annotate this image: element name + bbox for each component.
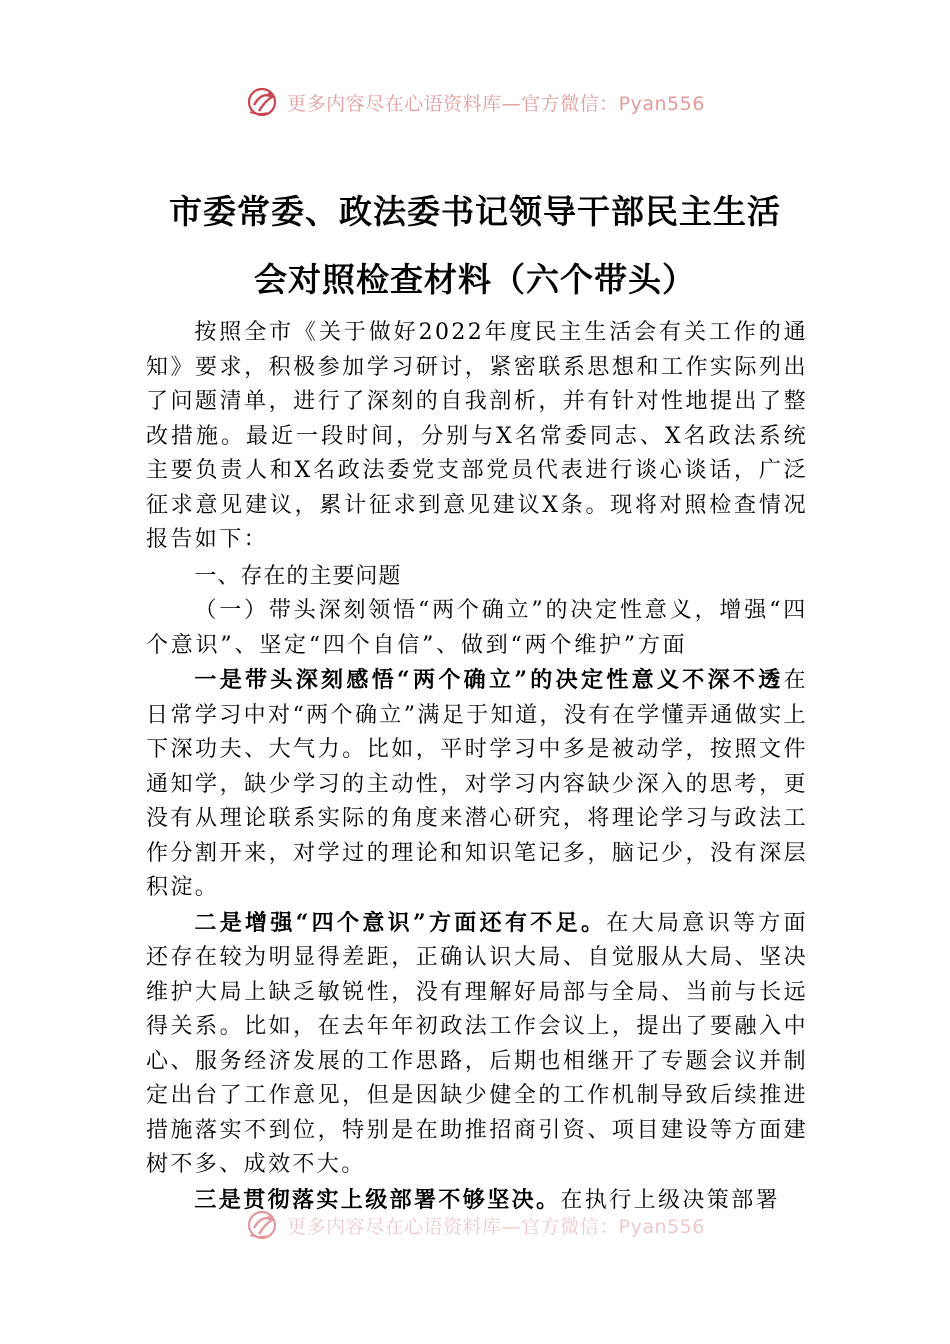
point-paragraph-1 (146, 663, 808, 906)
brand-logo-icon (245, 1208, 281, 1242)
watermark-banner-bottom (0, 1205, 950, 1245)
watermark-banner-top (0, 82, 950, 122)
brand-logo-icon (245, 85, 281, 119)
subsection-heading: （一）带头深刻领悟“两个确立”的决定性意义，增强“四个意识”、坚定“四个自信”、做到“两个维护”方面 (146, 598, 808, 658)
section-heading: 一、存在的主要问题 (194, 563, 402, 589)
watermark-text: 更多内容尽在心语资料库—官方微信：Pyan556 (287, 92, 705, 115)
point-body-2: 在大局意识等方面还存在较为明显得差距，正确认识大局、自觉服从大局、坚决维护大局上缺乏敏锐性，没有理解好局部与全局、当前与长远得关系。比如，在去年年初政法工作会议上，提出了要融入中心、服务经济发展的工作思路，后期也相继开了专题会议并制定出台了工作意见，但是因缺少健全的工作机制导致后续推进措施落实不到位，特别是在助推招商引资、项目建设等方面建树不多、成效不大。 (146, 910, 808, 1177)
watermark-text: 更多内容尽在心语资料库—官方微信：Pyan556 (287, 1215, 705, 1238)
document-title-line2: 会对照检查材料（六个带头） (254, 260, 696, 299)
point-body-3: 在执行上级决策部署 (560, 1187, 781, 1213)
point-lead-2: 二是增强“四个意识”方面还有不足。 (194, 909, 607, 936)
document-title-line1: 市委常委、政法委书记领导干部民主生活 (169, 192, 781, 231)
point-paragraph-2 (146, 906, 808, 1183)
intro-paragraph: 按照全市《关于做好2022年度民主生活会有关工作的通知》要求，积极参加学习研讨，紧密联系思想和工作实际列出了问题清单，进行了深刻的自我剖析，并有针对性地提出了整改措施。最近一段时间，分别与X名常委同志、X名政法系统主要负责人和X名政法委党支部党员代表进行谈心谈话，广泛征求意见建议，累计征求到意见建议X条。现将对照检查情况报告如下： (146, 320, 808, 552)
point-body-1: 在日常学习中对“两个确立”满足于知道，没有在学懂弄通做实上下深功夫、大气力。比如，平时学习中多是被动学，按照文件通知学，缺少学习的主动性，对学习内容缺少深入的思考，更没有从理论联系实际的角度来潜心研究，将理论学习与政法工作分割开来，对学过的理论和知识笔记多，脑记少，没有深层积淀。 (146, 668, 808, 900)
point-lead-3: 三是贯彻落实上级部署不够坚决。 (194, 1186, 561, 1213)
point-lead-1: 一是带头深刻感悟“两个确立”的决定性意义不深不透 (194, 667, 784, 693)
document-body (146, 316, 808, 1218)
